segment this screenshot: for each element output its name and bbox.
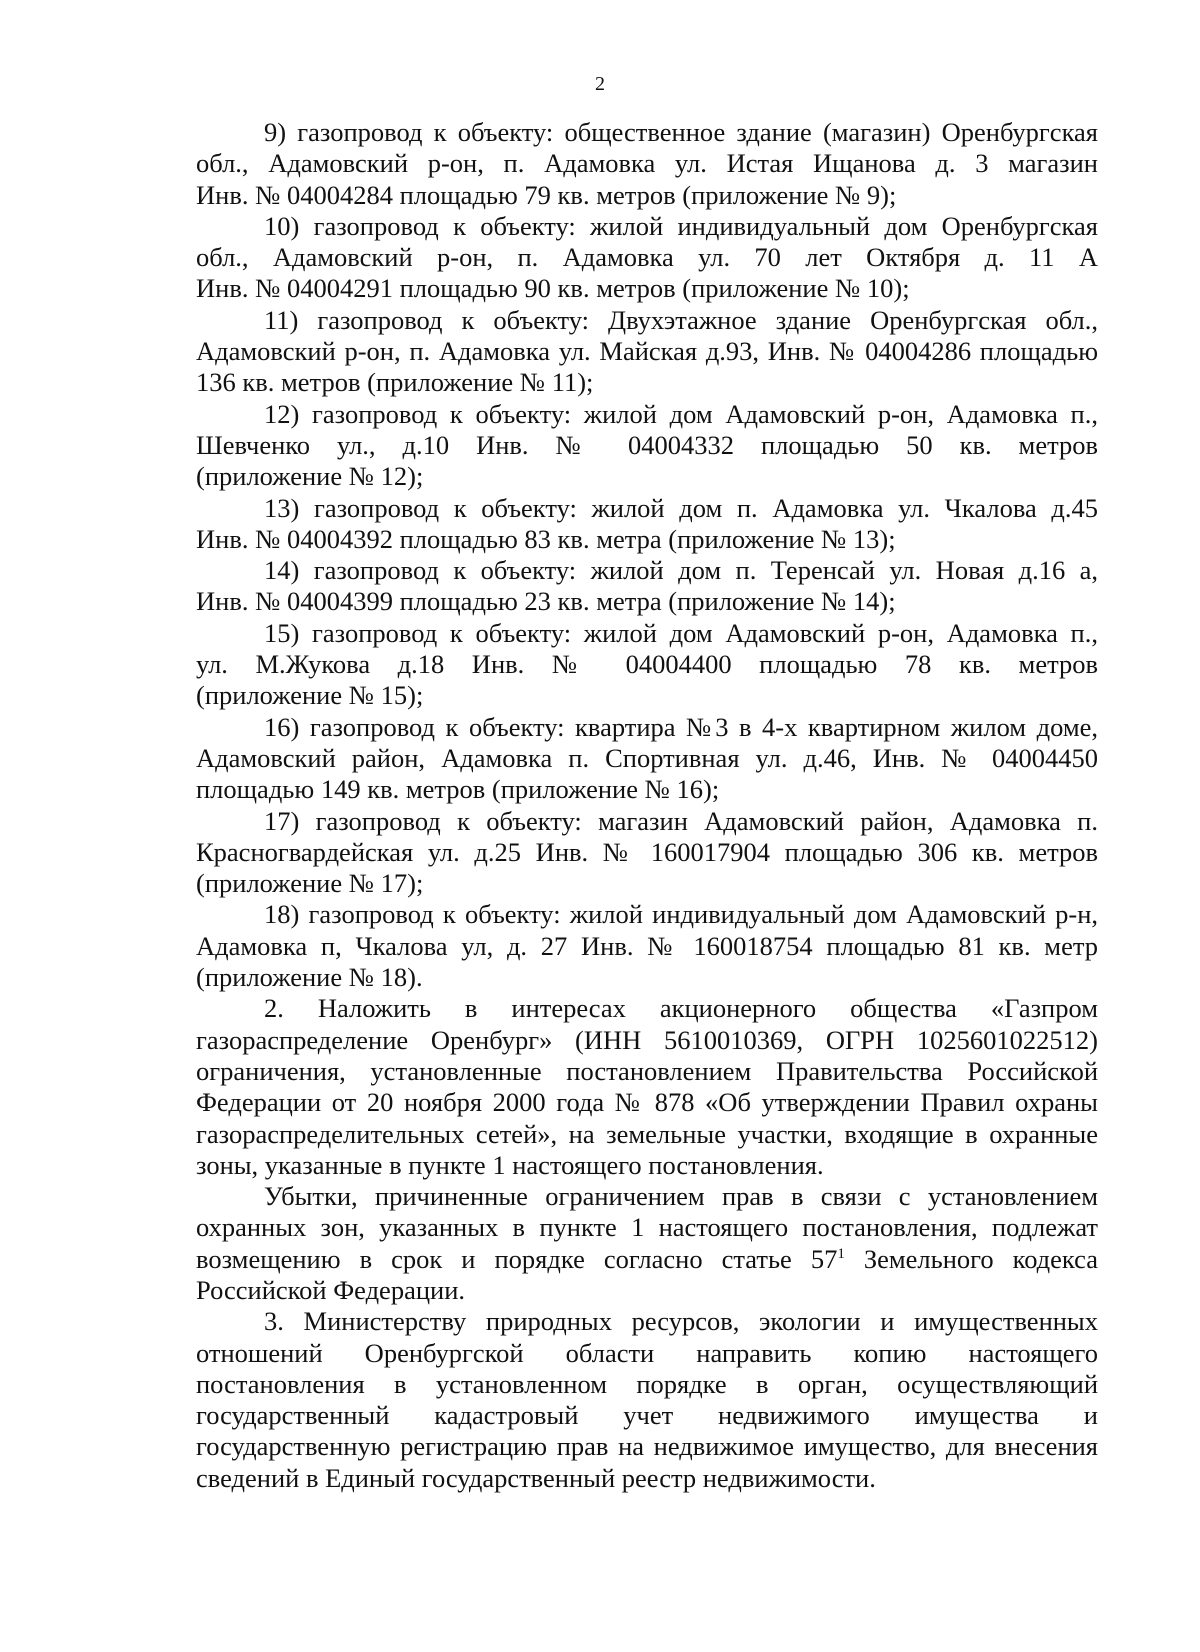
page-number: 2 [595,73,605,95]
text-fragment: возмещению в срок и порядке согласно статье 57 [196,1243,838,1274]
text-line: отношений Оренбургской области направить копию настоящего [196,1337,1098,1368]
text-line: 10) газопровод к объекту: жилой индивидуальный дом Оренбургская [264,210,1098,241]
list-item-15 [196,618,1098,712]
text-line: Адамовский р-он, п. Адамовка ул. Майская д.93, Инв. № 04004286 площадью [196,336,1098,367]
text-line: газораспределение Оренбург» (ИНН 5610010369, ОГРН 1025601022512) [196,1024,1098,1055]
section-3-paragraph [196,1306,1098,1494]
text-line: 9) газопровод к объекту: общественное здание (магазин) Оренбургская [264,117,1098,147]
list-item-17 [196,806,1098,900]
text-line: 16) газопровод к объекту: квартира №3 в 4-х квартирном жилом доме, [264,711,1098,742]
text-line: сведений в Единый государственный реестр недвижимости. [196,1462,876,1493]
list-item-12 [196,399,1098,493]
list-item-10 [196,211,1098,305]
text-line: Адамовский район, Адамовка п. Спортивная ул. д.46, Инв. № 04004450 [196,742,1098,773]
list-item-16 [196,712,1098,806]
text-line: Убытки, причиненные ограничением прав в связи с установлением [264,1181,1098,1212]
text-line: зоны, указанные в пункте 1 настоящего постановления. [196,1149,824,1180]
text-line: Инв. № 04004284 площадью 79 кв. метров (приложение № 9); [196,179,897,210]
list-item-14 [196,555,1098,618]
text-line: государственный кадастровый учет недвижимого имущества и [196,1400,1098,1431]
document-body [196,117,1098,1494]
text-line: Адамовка п, Чкалова ул, д. 27 Инв. № 160018754 площадью 81 кв. метр [196,930,1098,961]
text-line: 2. Наложить в интересах акционерного общества «Газпром [264,993,1098,1024]
superscript: 1 [837,1245,845,1262]
text-line: постановления в установленном порядке в орган, осуществляющий [196,1368,1098,1399]
text-line: 15) газопровод к объекту: жилой дом Адамовский р-он, Адамовка п., [264,617,1098,648]
text-line: Российской Федерации. [196,1274,465,1305]
text-line: (приложение № 12); [196,461,424,492]
text-line: государственную регистрацию прав на недвижимое имущество, для внесения [196,1431,1098,1462]
text-line: обл., Адамовский р-он, п. Адамовка ул. 70 лет Октября д. 11 А [196,242,1098,273]
text-line: площадью 149 кв. метров (приложение № 16); [196,774,720,805]
text-line: 13) газопровод к объекту: жилой дом п. Адамовка ул. Чкалова д.45 [264,492,1098,523]
text-line: Инв. № 04004399 площадью 23 кв. метра (приложение № 14); [196,586,896,617]
text-line: газораспределительных сетей», на земельные участки, входящие в охранные [196,1118,1098,1149]
text-line: ограничения, установленные постановлением Правительства Российской [196,1055,1098,1086]
list-item-18 [196,899,1098,993]
text-line: охранных зон, указанных в пункте 1 настоящего постановления, подлежат [196,1212,1098,1243]
text-line: обл., Адамовский р-он, п. Адамовка ул. Истая Ищанова д. 3 магазин [196,148,1098,179]
text-line: ул. М.Жукова д.18 Инв. № 04004400 площадью 78 кв. метров [196,649,1098,680]
text-line: Инв. № 04004392 площадью 83 кв. метра (приложение № 13); [196,523,896,554]
text-fragment: Земельного кодекса [844,1243,1098,1274]
list-item-11 [196,305,1098,399]
text-line: 12) газопровод к объекту: жилой дом Адамовский р-он, Адамовка п., [264,398,1098,429]
text-line: 136 кв. метров (приложение № 11); [196,367,594,398]
text-line-with-superscript [196,1244,1098,1275]
text-line: 17) газопровод к объекту: магазин Адамовский район, Адамовка п. [264,805,1098,836]
text-line: 14) газопровод к объекту: жилой дом п. Теренсай ул. Новая д.16 а, [264,555,1098,586]
text-line: 18) газопровод к объекту: жилой индивидуальный дом Адамовский р-н, [264,899,1098,930]
text-line: (приложение № 17); [196,868,424,899]
text-line: Шевченко ул., д.10 Инв. № 04004332 площадью 50 кв. метров [196,429,1098,460]
list-item-13 [196,493,1098,556]
text-line: 11) газопровод к объекту: Двухэтажное здание Оренбургская обл., [264,304,1098,335]
text-line: (приложение № 18). [196,962,423,993]
text-line: 3. Министерству природных ресурсов, экологии и имущественных [264,1306,1098,1337]
text-line: Федерации от 20 ноября 2000 года № 878 «Об утверждении Правил охраны [196,1087,1098,1118]
section-2-paragraph [196,993,1098,1181]
text-line: Инв. № 04004291 площадью 90 кв. метров (приложение № 10); [196,273,910,304]
text-line: Красногвардейская ул. д.25 Инв. № 160017904 площадью 306 кв. метров [196,836,1098,867]
losses-paragraph [196,1181,1098,1306]
text-line: (приложение № 15); [196,680,424,711]
list-item-9 [196,117,1098,211]
